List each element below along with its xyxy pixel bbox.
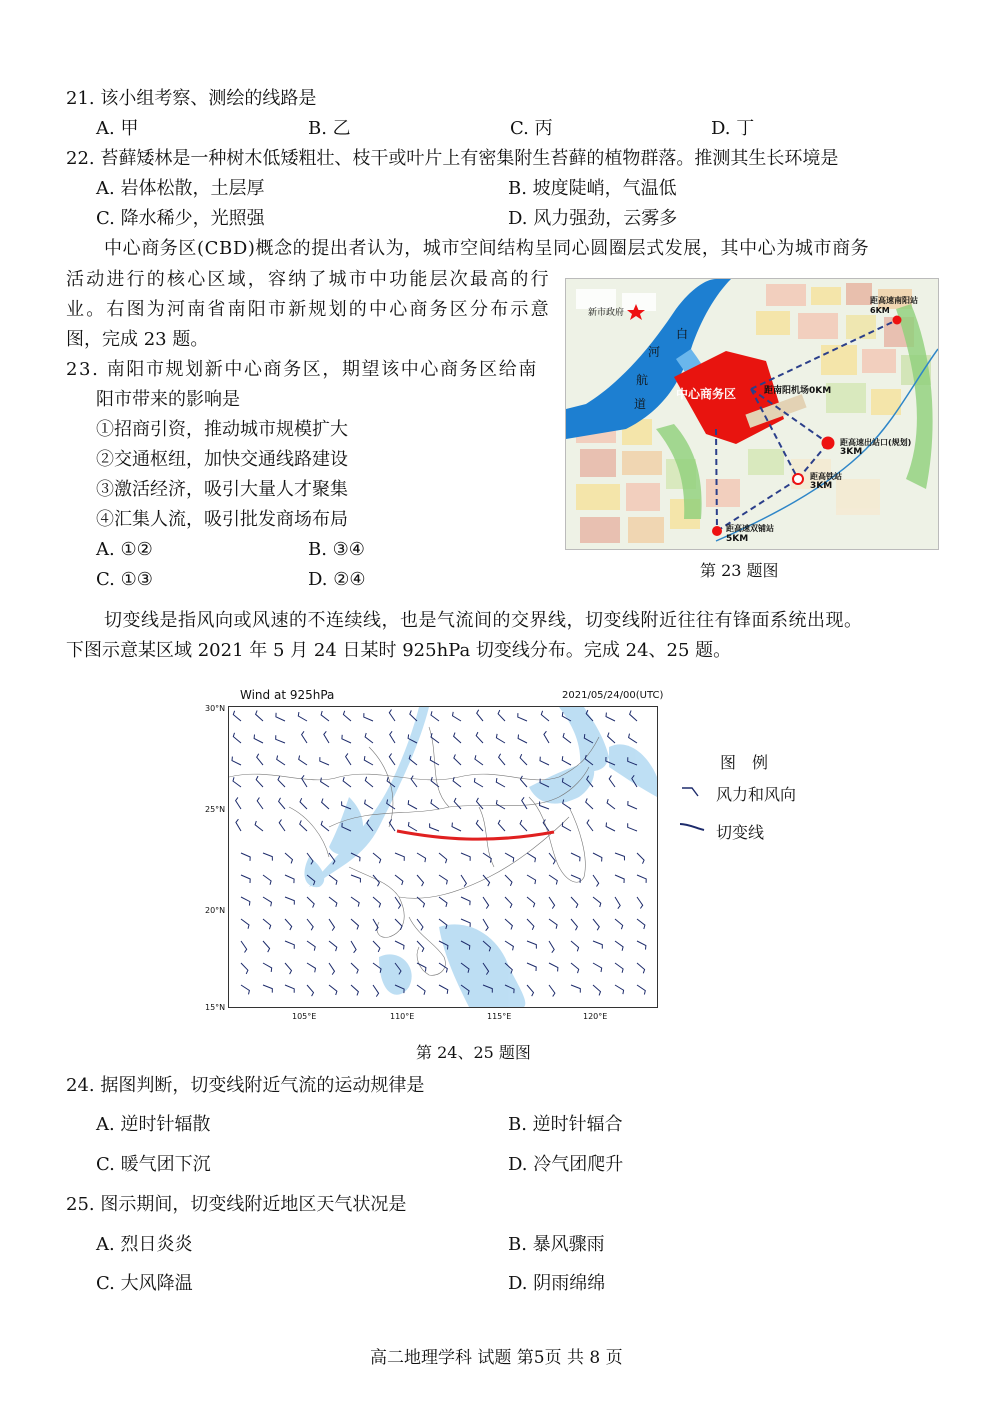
lon-label-120: 120°E [583,1012,608,1021]
wind-barb [521,776,528,787]
wind-barb [389,754,395,766]
wind-barb [279,798,285,809]
wind-barb [277,756,285,766]
station-marker-south [712,526,722,536]
map-airport-label: 距南阳机场0KM [764,386,832,396]
lon-label-110: 110°E [390,1012,415,1021]
wind-barb [593,963,602,972]
wind-barb [628,823,637,831]
wind-barb [637,985,645,995]
wind-barb [637,875,646,883]
wind-barb [483,897,489,909]
wind-barb [477,710,483,721]
wind-barb [373,919,378,931]
wind-barb [453,777,461,787]
wind-barb [615,897,620,909]
wind-barb [233,777,241,787]
legend-title: 图 例 [720,753,769,772]
map-river-char-2: 河 [648,345,661,359]
wind-barb [615,941,623,951]
wind-barb [365,733,373,743]
wind-barb [279,820,285,832]
q22-stem: 22. 苔藓矮林是一种树木低矮粗壮、枝干或叶片上有密集附生苔藓的植物群落。推测其生长环境是 [66,148,839,169]
wind-barb [343,711,351,721]
wind-map [228,706,658,1008]
lon-label-105: 105°E [292,1012,317,1021]
q25-option-a: A. 烈日炎炎 [96,1234,193,1255]
wind-barb [439,963,447,973]
wind-barb [527,875,536,884]
wind-barb [389,819,395,831]
wind-barb [606,713,615,721]
wind-barb [439,875,447,884]
wind-barb [329,919,335,931]
wind-barb [608,733,615,743]
wind-barb [263,941,270,952]
wind-barb [285,853,293,863]
wind-barb [395,853,404,861]
wind-barb [483,875,490,886]
q25-option-b: B. 暴风骤雨 [508,1234,605,1255]
wind-barb [520,754,527,765]
wind-barb [321,778,329,787]
q24-option-a: A. 逆时针辐散 [96,1114,211,1135]
wind-barb [431,711,439,721]
wind-barb [417,985,425,995]
q23-figure-caption: 第 23 题图 [700,561,779,580]
wind-barb [417,897,425,907]
q23-item-2: ②交通枢纽，加快交通线路建设 [96,449,348,470]
wind-barb [549,963,558,971]
wind-barb [256,711,263,722]
wind-barb [417,875,424,886]
wind-barb [571,963,579,973]
wind-barb [365,777,373,787]
wind-barb [241,985,249,994]
wind-barb [409,755,417,765]
q21-option-b: B. 乙 [308,118,351,139]
wind-barb [263,985,272,993]
q23-item-3: ③激活经济，吸引大量人才聚集 [96,479,348,500]
wind-barb [417,919,423,930]
wind-barb [593,919,599,930]
wind-barb [408,800,417,809]
wind-barb [302,731,307,743]
wind-barb [351,985,358,995]
wind-barb [593,941,602,949]
wind-barb [452,823,461,831]
wind-barb [395,875,403,885]
wind-barb [549,919,557,929]
wind-barb [321,711,329,721]
wind-barb [263,853,272,861]
wind-map-title: Wind at 925hPa [240,688,335,702]
wind-barb [285,875,294,883]
wind-barb [562,822,571,831]
q21-option-d: D. 丁 [711,118,755,139]
wind-barb [615,853,625,860]
wind-barb [285,897,294,905]
lon-label-115: 115°E [487,1012,512,1021]
wind-barb [571,853,580,861]
wind-barb [263,919,271,929]
station-marker-north [893,316,902,325]
wind-barb [307,919,313,930]
wind-barb [505,919,512,930]
wind-barb [263,875,271,885]
wind-barb [232,757,241,765]
wind-barb [518,735,527,744]
q25-option-c: C. 大风降温 [96,1273,193,1294]
wind-barb [276,713,285,721]
cbd-map-graphic [566,279,938,549]
wind-barb [474,778,483,787]
wind-barb [241,919,249,929]
wind-barb [300,820,307,831]
wind-barb [321,821,329,831]
wind-barb [389,710,395,722]
wind-barb [285,941,294,949]
legend-item-wind: 风力和风向 [716,785,797,804]
q23-stem-line2: 阳市带来的影响是 [96,389,240,410]
q24-stem: 24. 据图判断，切变线附近气流的运动规律是 [66,1075,425,1096]
wind-barb [351,875,360,883]
wind-barb [629,734,637,743]
page-footer: 高二地理学科 试题 第5页 共 8 页 [370,1348,623,1368]
shear-line [397,831,554,839]
wind-barb [307,985,314,996]
wind-barb [395,919,402,930]
wind-barb [593,985,601,995]
wind-barb [329,963,335,975]
wind-barb [373,853,381,863]
wind-barb [322,799,329,810]
wind-barb [373,985,379,997]
wind-barb [476,732,483,743]
wind-barb [351,963,358,974]
q24-option-b: B. 逆时针辐合 [508,1114,623,1135]
wind-barb [571,897,578,908]
q23-option-b: B. ③④ [308,539,365,560]
wind-barb [518,713,527,721]
wind-barb [255,821,263,831]
wind-barb [606,823,615,832]
wind-barb [364,713,373,721]
wind-barb [233,733,241,743]
wind-barb [454,798,461,809]
wind-barb [586,798,593,809]
wind-barb [302,775,307,787]
wind-barb-icon [680,784,706,798]
wind-barb [417,853,426,862]
wind-barb [236,819,241,831]
lat-label-15: 15°N [205,1003,226,1012]
wind-barb [411,776,417,787]
shear-intro-line1: 切变线是指风向或风速的不连续线，也是气流间的交界线，切变线附近往往有锋面系统出现。 [104,610,863,631]
wind-barb [431,799,439,809]
wind-barb [461,897,470,905]
map-station2-dist: 3KM [840,447,863,457]
wind-barb [254,735,263,744]
wind-barb [241,897,250,906]
wind-barb [276,735,285,743]
wind-barb [364,756,373,765]
wind-barb [540,757,549,765]
wind-barb [278,776,285,787]
map-station2-label: 距高速出站口(规划) [840,438,912,447]
wind-barb [477,798,484,809]
wind-barb [505,853,514,862]
wind-barb [257,754,263,765]
wind-barb [329,875,337,885]
wind-barb [571,985,580,993]
wind-barb [373,941,380,952]
map-gov-label: 新市政府 [588,308,625,318]
q23-item-4: ④汇集人流，吸引批发商场布局 [96,509,348,530]
shear-line-icon [678,820,708,834]
wind-barb [453,712,462,721]
wind-barb [499,754,505,765]
wind-barb [351,919,359,929]
wind-barb [307,963,316,972]
wind-barb [527,919,534,930]
wind-barb [299,756,307,766]
wind-barb [593,853,602,862]
wind-barb [241,963,248,974]
wind-barb [505,941,513,950]
map-station4-dist: 5KM [726,534,749,544]
wind-barb [410,710,417,721]
wind-barb [549,875,557,885]
wind-barb [256,776,263,787]
wind-barb [541,711,549,721]
wind-barb [615,875,624,883]
wind-barb [236,797,241,809]
q22-option-c: C. 降水稀少，光照强 [96,208,265,229]
wind-barb [496,734,505,743]
q21-option-a: A. 甲 [96,118,139,139]
wind-barb [628,801,637,809]
wind-barb [543,820,549,832]
q23-stem-line1: 23. 南阳市规划新中心商务区，期望该中心商务区给南 [66,359,538,380]
q24-25-figure-caption: 第 24、25 题图 [416,1043,531,1062]
wind-barb [496,800,505,809]
q25-stem: 25. 图示期间，切变线附近地区天气状况是 [66,1194,407,1215]
wind-barb [329,985,337,995]
wind-barb [498,820,505,831]
q23-option-d: D. ②④ [308,569,366,590]
wind-barb [241,853,250,861]
wind-barb [324,731,329,743]
wind-barb [522,797,527,809]
wind-barb [320,757,329,765]
map-station3-dist: 3KM [810,481,833,491]
q24-option-d: D. 冷气团爬升 [508,1154,624,1175]
map-river-char-4: 道 [634,397,647,411]
wind-barb [329,897,337,907]
wind-barb [307,941,315,951]
q23-item-1: ①招商引资，推动城市规模扩大 [96,419,348,440]
wind-barb [439,897,447,907]
wind-barb [300,798,307,809]
wind-barb [549,897,555,909]
wind-barb [431,777,439,787]
map-river-char-3: 航 [636,373,649,387]
wind-barb [527,853,536,862]
wind-barb [571,919,577,930]
wind-barb [498,710,505,721]
wind-barb [257,798,263,810]
wind-barb [342,735,351,743]
map-station4-label: 距高速双铺站 [726,524,774,533]
wind-barb [408,822,417,831]
wind-barb [593,897,601,907]
q22-option-a: A. 岩体松散，土层厚 [96,178,265,199]
wind-barb [263,963,272,972]
wind-barb [637,853,644,864]
wind-barb [483,853,491,863]
wind-barb [343,777,351,787]
wind-barb [496,778,505,787]
wind-barb [351,941,356,953]
wind-barb [298,712,307,721]
wind-barb [593,875,599,887]
station-marker-rail [793,474,803,484]
wind-barb [454,733,461,743]
q24-option-c: C. 暖气团下沉 [96,1154,211,1175]
shear-intro-line2: 下图示意某区域 2021 年 5 月 24 日某时 925hPa 切变线分布。完成 24、25 题。 [66,640,732,661]
cbd-intro-line1: 中心商务区(CBD)概念的提出者认为，城市空间结构呈同心圆圈层式发展，其中心为城市商务 [104,238,870,259]
wind-barb [351,897,359,907]
wind-barb [395,941,404,949]
lat-label-20: 20°N [205,906,226,915]
wind-barb [520,820,527,831]
wind-barb [365,800,373,809]
map-station1-dist: 6KM [870,306,890,315]
wind-barb [461,875,466,887]
wind-barb [346,753,351,765]
wind-barb [241,875,250,883]
q22-option-d: D. 风力强劲，云雾多 [508,208,678,229]
wind-barb [241,941,247,953]
wind-barb [527,985,534,996]
wind-barb [615,985,624,994]
wind-barb [607,799,615,809]
wind-map-graphic [229,707,657,1007]
map-river-char-1: 白 [676,327,689,341]
legend-item-shear: 切变线 [716,823,765,842]
wind-barb [505,897,512,908]
q23-option-c: C. ①③ [96,569,153,590]
wind-barb [439,853,447,863]
wind-barb [439,985,448,994]
q23-option-a: A. ①② [96,539,153,560]
wind-barb [549,941,554,953]
lat-label-30: 30°N [205,704,226,713]
wind-barb [549,985,555,997]
cbd-intro-line2: 活动进行的核心区域，容纳了城市中功能层次最高的行 [66,269,551,290]
wind-barb [373,897,381,907]
wind-barb [505,875,512,886]
wind-barb [476,820,483,831]
wind-barb [483,919,488,931]
cbd-intro-line4: 图，完成 23 题。 [66,329,209,350]
wind-barb [637,941,646,950]
q22-option-b: B. 坡度陡峭，气温低 [508,178,677,199]
wind-barb [587,820,593,831]
wind-barb [562,756,571,765]
wind-barb [329,941,337,951]
cbd-map [565,278,939,550]
wind-barb [285,963,292,974]
wind-barb [475,755,483,765]
wind-barb [233,711,241,721]
wind-barb [637,897,643,909]
wind-barb [637,963,645,973]
wind-barb [285,919,292,930]
wind-barb [609,776,615,788]
cbd-intro-line3: 业。右图为河南省南阳市新规划的中心商务区分布示意 [66,299,551,320]
station-marker-exit [822,437,835,450]
wind-barb [285,985,294,993]
q25-option-d: D. 阴雨绵绵 [508,1273,606,1294]
wind-barb [615,919,623,929]
wind-barb [630,711,637,722]
lat-label-25: 25°N [205,805,226,814]
wind-barb [307,897,314,908]
q21-stem: 21. 该小组考察、测绘的线路是 [66,88,317,109]
q21-option-c: C. 丙 [510,118,553,139]
wind-barb [454,754,461,765]
wind-barb [563,733,571,743]
wind-barb [615,963,623,973]
wind-barb [417,963,426,972]
wind-barb [544,731,549,743]
map-station1-label: 距高速南阳站 [870,296,918,305]
wind-barb [527,941,536,949]
wind-barb [571,941,579,951]
wind-barb [390,731,395,743]
map-cbd-label: 中心商务区 [676,387,737,401]
wind-barb [527,897,535,907]
wind-map-timestamp: 2021/05/24/00(UTC) [562,690,664,701]
wind-barb [430,823,439,831]
map-station3-label: 距高铁站 [810,472,842,481]
wind-barb [461,853,470,861]
wind-barb [263,897,272,906]
wind-barb [527,963,536,971]
wind-barb [637,919,645,929]
